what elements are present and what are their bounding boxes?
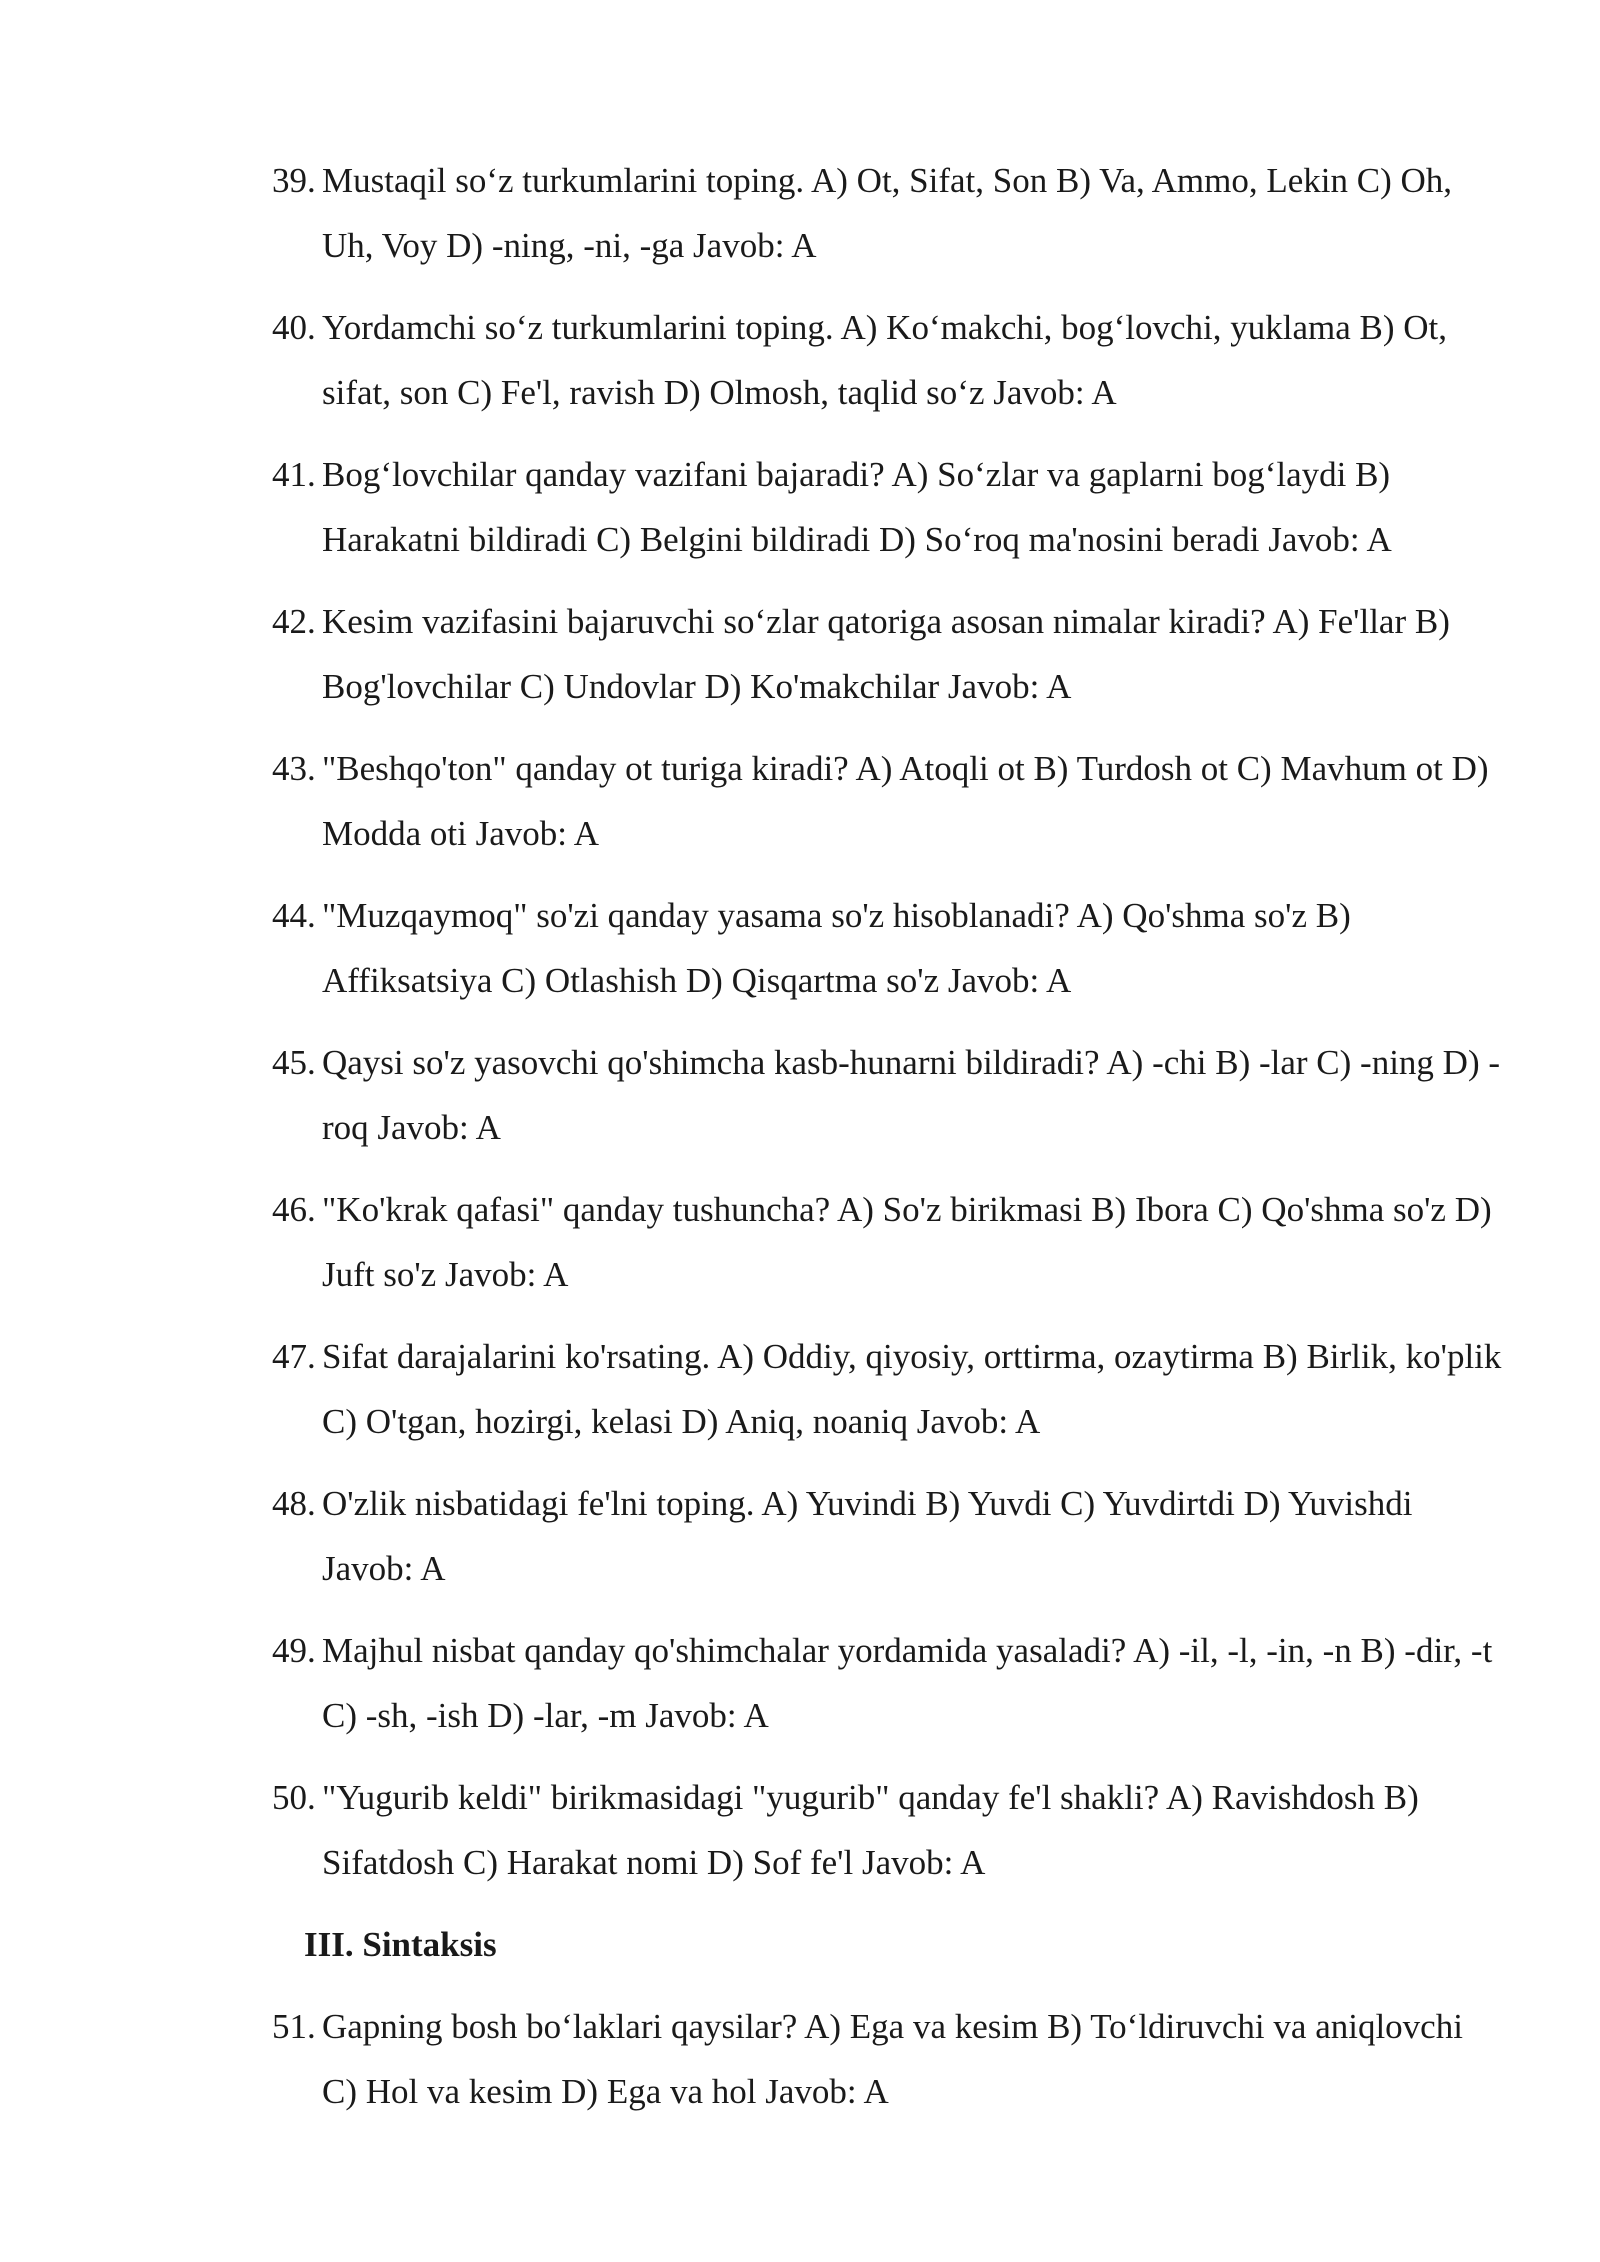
question-text: O'zlik nisbatidagi fe'lni toping. A) Yuvindi B) Yuvdi C) Yuvdirtdi D) Yuvishdi Javob: A — [322, 1484, 1413, 1588]
question-text: "Beshqo'ton" qanday ot turiga kiradi? A) Atoqli ot B) Turdosh ot C) Mavhum ot D) Modda oti Javob: A — [322, 749, 1489, 853]
question-text: Sifat darajalarini ko'rsating. A) Oddiy, qiyosiy, orttirma, ozaytirma B) Birlik, ko'plik C) O'tgan, hozirgi, kelasi D) Aniq, noaniq Javob: A — [322, 1337, 1502, 1441]
question-47 — [272, 1324, 1502, 1454]
question-number: 49. — [272, 1631, 316, 1670]
question-number: 50. — [272, 1778, 316, 1817]
question-number: 47. — [272, 1337, 316, 1376]
question-text: "Ko'krak qafasi" qanday tushuncha? A) So'z birikmasi B) Ibora C) Qo'shma so'z D) Juft so'z Javob: A — [322, 1190, 1492, 1294]
question-text: "Muzqaymoq" so'zi qanday yasama so'z hisoblanadi? A) Qo'shma so'z B) Affiksatsiya C) Otlashish D) Qisqartma so'z Javob: A — [322, 896, 1351, 1000]
question-text: Gapning bosh bo‘laklari qaysilar? A) Ega va kesim B) To‘ldiruvchi va aniqlovchi C) Hol va kesim D) Ega va hol Javob: A — [322, 2007, 1463, 2111]
question-43 — [272, 736, 1502, 866]
question-text: Kesim vazifasini bajaruvchi so‘zlar qatoriga asosan nimalar kiradi? A) Fe'llar B) Bog'lovchilar C) Undovlar D) Ko'makchilar Javob: A — [322, 602, 1450, 706]
question-50 — [272, 1765, 1502, 1895]
question-44 — [272, 883, 1502, 1013]
question-number: 41. — [272, 455, 316, 494]
question-text: Bog‘lovchilar qanday vazifani bajaradi? A) So‘zlar va gaplarni bog‘laydi B) Harakatni bildiradi C) Belgini bildiradi D) So‘roq ma'nosini beradi Javob: A — [322, 455, 1392, 559]
question-number: 46. — [272, 1190, 316, 1229]
question-46 — [272, 1177, 1502, 1307]
question-number: 48. — [272, 1484, 316, 1523]
question-41 — [272, 442, 1502, 572]
question-45 — [272, 1030, 1502, 1160]
question-48 — [272, 1471, 1502, 1601]
question-number: 45. — [272, 1043, 316, 1082]
question-42 — [272, 589, 1502, 719]
section-heading: III. Sintaksis — [304, 1925, 497, 1964]
question-number: 43. — [272, 749, 316, 788]
question-number: 51. — [272, 2007, 316, 2046]
question-number: 40. — [272, 308, 316, 347]
question-49 — [272, 1618, 1502, 1748]
question-number: 39. — [272, 161, 316, 200]
question-text: Mustaqil so‘z turkumlarini toping. A) Ot, Sifat, Son B) Va, Ammo, Lekin C) Oh, Uh, Voy D) -ning, -ni, -ga Javob: A — [322, 161, 1452, 265]
question-text: Yordamchi so‘z turkumlarini toping. A) Ko‘makchi, bog‘lovchi, yuklama B) Ot, sifat, son C) Fe'l, ravish D) Olmosh, taqlid so‘z Javob: A — [322, 308, 1448, 412]
question-number: 44. — [272, 896, 316, 935]
question-list — [272, 148, 1502, 2141]
question-40 — [272, 295, 1502, 425]
question-39 — [272, 148, 1502, 278]
question-51 — [272, 1994, 1502, 2124]
question-text: Qaysi so'z yasovchi qo'shimcha kasb-hunarni bildiradi? A) -chi B) -lar C) -ning D) -roq Javob: A — [322, 1043, 1501, 1147]
question-number: 42. — [272, 602, 316, 641]
question-text: Majhul nisbat qanday qo'shimchalar yordamida yasaladi? A) -il, -l, -in, -n B) -dir, -t C) -sh, -ish D) -lar, -m Javob: A — [322, 1631, 1493, 1735]
question-text: "Yugurib keldi" birikmasidagi "yugurib" qanday fe'l shakli? A) Ravishdosh B) Sifatdosh C) Harakat nomi D) Sof fe'l Javob: A — [322, 1778, 1419, 1882]
